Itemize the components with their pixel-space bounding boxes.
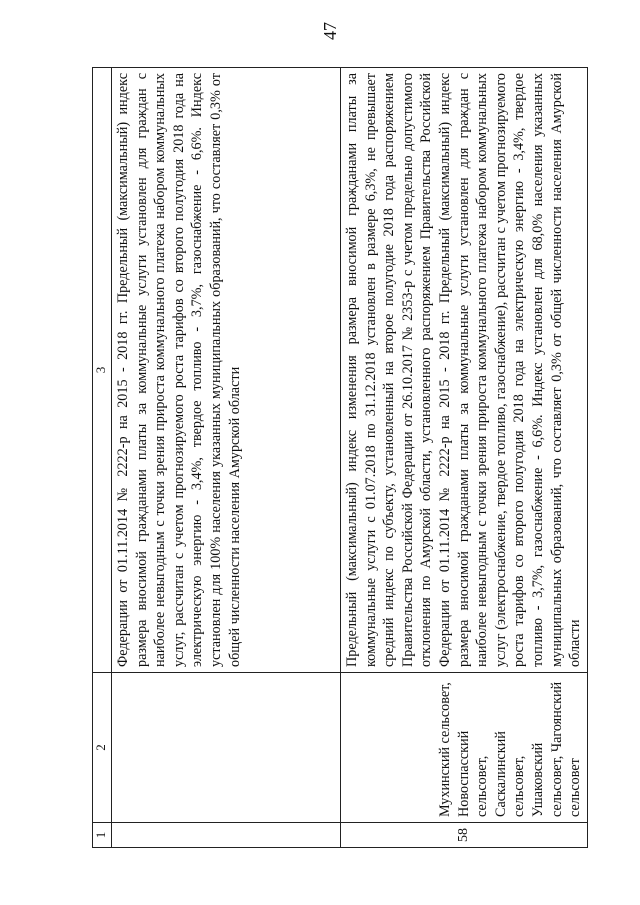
rotated-table-wrapper [92, 68, 592, 848]
description-cell: Предельный (максимальный) индекс изменения размера вносимой гражданами платы за коммунальные услуги с 01.07.2018 по 31.12.2018 установлен в размере 6,3%, не превышает средний индекс по субъекту, установленный на второе полугодие 2018 года распоряжением Правительства Российской Федерации от 26.10.2017 № 2353-р с учетом предельно допустимого отклонения по Амурской области, установленного распоряжением Правительства Российской Федерации от 01.11.2014 № 2222-р на 2015 - 2018 гг. Предельный (максимальный) индекс размера вносимой гражданами платы за коммунальные услуги установлен для граждан с наиболее невыгодным с точки зрения прироста коммунального платежа набором коммунальных услуг (электроснабжение, твердое топливо, газоснабжение), рассчитан с учетом прогнозируемого роста тарифов со второго полугодия 2018 года на электрическую энергию - 3,4%, твердое топливо - 3,7%, газоснабжение - 6,6%. Индекс установлен для 68,0% населения указанных муниципальных образований, что составляет 0,3% от общей численности населения Амурской области [341, 68, 588, 673]
header-col-2: 2 [93, 673, 112, 823]
table-row [112, 68, 341, 848]
header-col-1: 1 [93, 823, 112, 848]
row-number [112, 823, 341, 848]
table-row [341, 68, 588, 848]
municipalities-cell: Мухинский сельсовет, Новоспасский сельсовет, Саскалинский сельсовет, Ушаковский сельсовет, Чагоянский сельсовет [341, 673, 588, 823]
header-col-3: 3 [93, 68, 112, 673]
row-number: 58 [341, 823, 588, 848]
description-cell: Федерации от 01.11.2014 № 2222-р на 2015 - 2018 гг. Предельный (максимальный) индекс размера вносимой гражданами платы за коммунальные услуги установлен для граждан с наиболее невыгодным с точки зрения прироста коммунального платежа набором коммунальных услуг, рассчитан с учетом прогнозируемого роста тарифов со второго полугодия 2018 года на электрическую энергию - 3,4%, твердое топливо - 3,7%, газоснабжение - 6,6%. Индекс установлен для 100% населения указанных муниципальных образований, что составляет 0,3% от общей численности населения Амурской области [112, 68, 341, 673]
tariff-table [92, 67, 588, 848]
table-header-row [93, 68, 112, 848]
municipalities-cell [112, 673, 341, 823]
page-number: 47 [320, 22, 340, 40]
